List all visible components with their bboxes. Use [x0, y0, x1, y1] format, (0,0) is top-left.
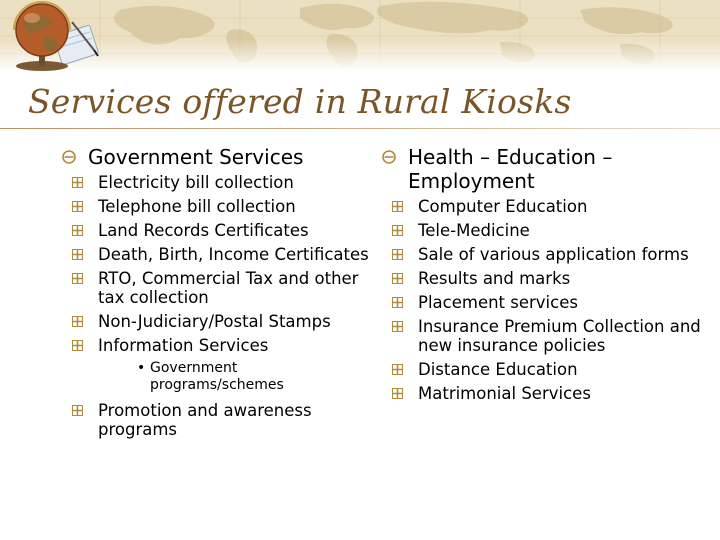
- list-item: [382, 384, 712, 403]
- left-heading-text: Government Services: [88, 145, 304, 169]
- list-item: [382, 293, 712, 312]
- square-cross-bullet-icon: [72, 273, 83, 284]
- square-cross-bullet-icon: [72, 177, 83, 188]
- list-item-label: Sale of various application forms: [418, 245, 689, 264]
- list-item-label: Death, Birth, Income Certificates: [98, 245, 369, 264]
- right-item-list: [382, 197, 712, 403]
- square-cross-bullet-icon: [72, 340, 83, 351]
- square-cross-bullet-icon: [72, 405, 83, 416]
- list-item-label: Placement services: [418, 293, 578, 312]
- list-item-label: Information Services: [98, 336, 269, 355]
- list-item-label: Tele-Medicine: [418, 221, 530, 240]
- circle-bullet-icon: [382, 150, 396, 164]
- slide-title: Services offered in Rural Kiosks: [28, 82, 572, 121]
- list-item-label: Telephone bill collection: [98, 197, 296, 216]
- list-item-label: Matrimonial Services: [418, 384, 591, 403]
- list-item: [382, 360, 712, 379]
- list-item: [382, 221, 712, 240]
- title-divider: [0, 128, 720, 129]
- list-item-label: Non-Judiciary/Postal Stamps: [98, 312, 331, 331]
- circle-bullet-icon: [62, 150, 76, 164]
- left-item-list: [62, 173, 372, 439]
- list-item: [382, 245, 712, 264]
- square-cross-bullet-icon: [392, 388, 403, 399]
- right-column: [382, 145, 712, 408]
- list-item: [382, 197, 712, 216]
- square-cross-bullet-icon: [392, 364, 403, 375]
- square-cross-bullet-icon: [392, 297, 403, 308]
- list-item-label: RTO, Commercial Tax and other tax collection: [98, 269, 359, 307]
- list-item: [62, 173, 372, 192]
- list-item: [62, 336, 372, 355]
- sub-list-item: [62, 360, 372, 394]
- list-item-label: Insurance Premium Collection and new insurance policies: [418, 317, 701, 355]
- globe-icon: [2, 0, 102, 72]
- list-item: [62, 312, 372, 331]
- square-cross-bullet-icon: [392, 321, 403, 332]
- right-heading-text: Health – Education – Employment: [408, 145, 613, 193]
- list-item: [62, 401, 372, 439]
- left-column: [62, 145, 372, 444]
- list-item-label: Computer Education: [418, 197, 588, 216]
- square-cross-bullet-icon: [392, 249, 403, 260]
- square-cross-bullet-icon: [392, 225, 403, 236]
- list-item: [62, 197, 372, 216]
- square-cross-bullet-icon: [72, 201, 83, 212]
- list-item-label: Land Records Certificates: [98, 221, 309, 240]
- list-item-label: Electricity bill collection: [98, 173, 294, 192]
- list-item-label: Results and marks: [418, 269, 571, 288]
- sub-list-item-label: Government programs/schemes: [150, 360, 284, 393]
- square-cross-bullet-icon: [392, 273, 403, 284]
- square-cross-bullet-icon: [72, 249, 83, 260]
- square-cross-bullet-icon: [72, 316, 83, 327]
- banner-fade: [0, 0, 720, 72]
- square-cross-bullet-icon: [72, 225, 83, 236]
- right-heading: [382, 145, 712, 193]
- left-heading: [62, 145, 372, 169]
- list-item: [382, 317, 712, 355]
- list-item-label: Distance Education: [418, 360, 578, 379]
- header-banner: [0, 0, 720, 72]
- list-item: [62, 221, 372, 240]
- dot-bullet-icon: •: [137, 360, 146, 376]
- square-cross-bullet-icon: [392, 201, 403, 212]
- list-item: [382, 269, 712, 288]
- list-item: [62, 245, 372, 264]
- list-item-label: Promotion and awareness programs: [98, 401, 312, 439]
- list-item: [62, 269, 372, 307]
